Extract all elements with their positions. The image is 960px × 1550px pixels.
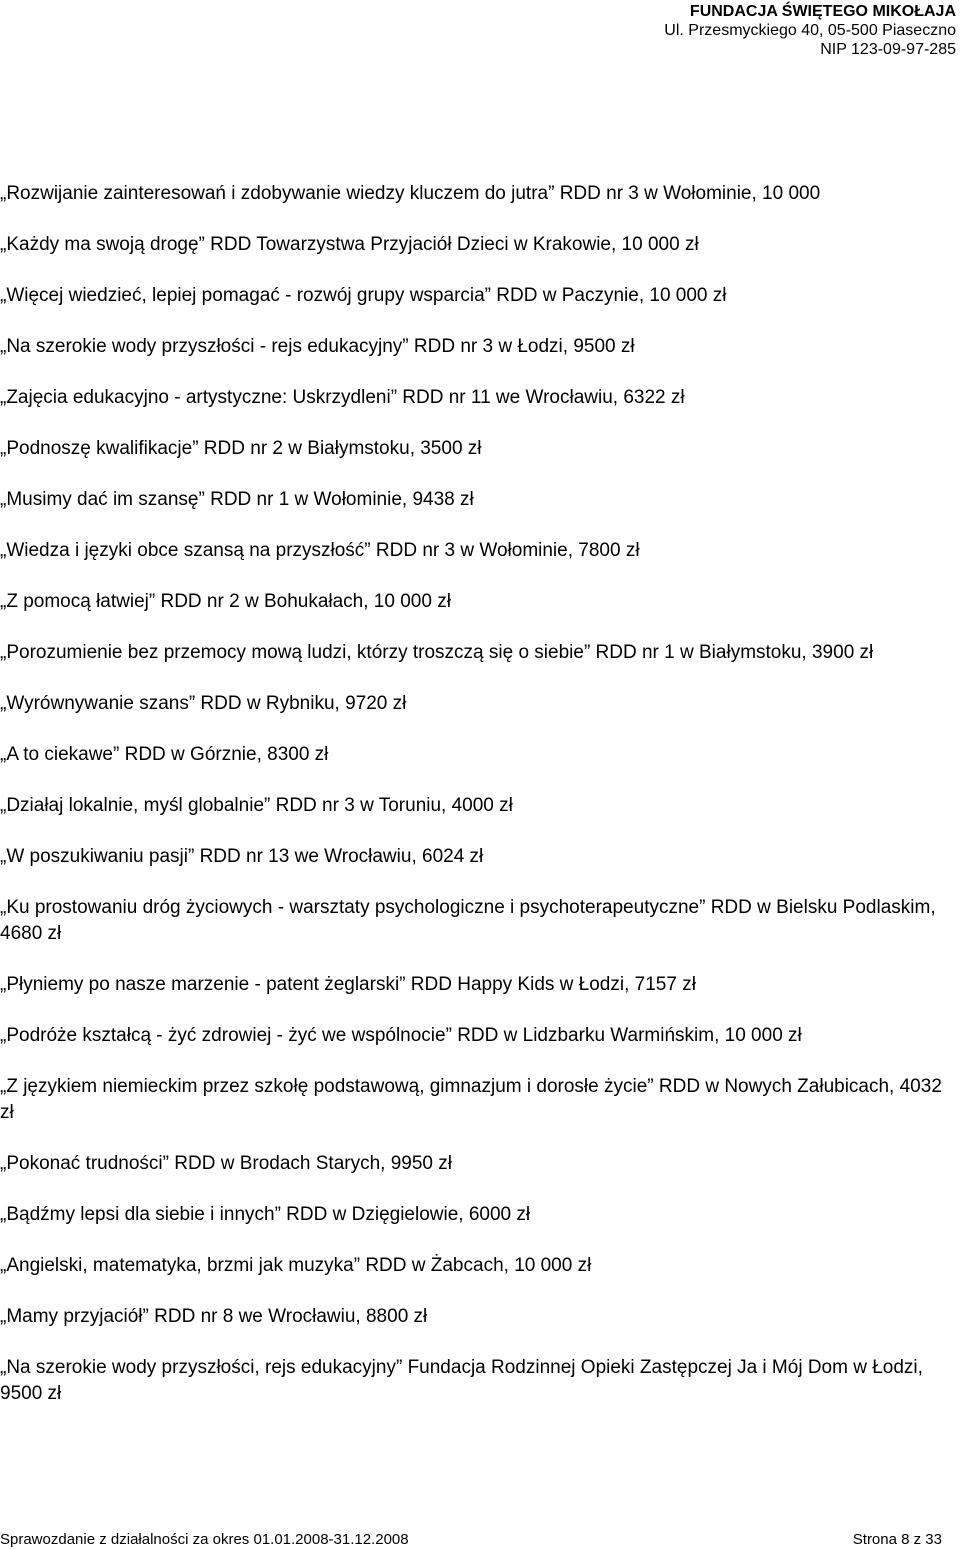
project-entry: „Mamy przyjaciół” RDD nr 8 we Wrocławiu, 8800 zł	[0, 1306, 428, 1327]
project-entry: „Porozumienie bez przemocy mową ludzi, którzy troszczą się o siebie” RDD nr 1 w Białymstoku, 3900 zł	[0, 642, 874, 663]
project-entry: „Wiedza i języki obce szansą na przyszłość” RDD nr 3 w Wołominie, 7800 zł	[0, 540, 640, 561]
project-entry: „Więcej wiedzieć, lepiej pomagać - rozwój grupy wsparcia” RDD w Paczynie, 10 000 zł	[0, 285, 727, 306]
report-title: Sprawozdanie z działalności za okres 01.01.2008-31.12.2008	[0, 1531, 409, 1548]
project-entry: „Z językiem niemieckim przez szkołę podstawową, gimnazjum i dorosłe życie” RDD w Nowych Załubicach, 4032 zł	[0, 1076, 942, 1123]
page-footer	[0, 1531, 960, 1549]
organization-address: Ul. Przesmyckiego 40, 05-500 Piaseczno	[664, 22, 956, 39]
project-entry: „Z pomocą łatwiej” RDD nr 2 w Bohukałach, 10 000 zł	[0, 591, 451, 612]
project-entry: „Podróże kształcą - żyć zdrowiej - żyć we wspólnocie” RDD w Lidzbarku Warmińskim, 10 000 zł	[0, 1025, 802, 1046]
project-entry: „Podnoszę kwalifikacje” RDD nr 2 w Białymstoku, 3500 zł	[0, 438, 482, 459]
project-entry: „A to ciekawe” RDD w Górznie, 8300 zł	[0, 744, 329, 765]
project-list	[0, 181, 960, 1432]
page-number: Strona 8 z 33	[852, 1531, 942, 1548]
project-entry: „Wyrównywanie szans” RDD w Rybniku, 9720 zł	[0, 693, 407, 714]
project-entry: „W poszukiwaniu pasji” RDD nr 13 we Wrocławiu, 6024 zł	[0, 846, 484, 867]
project-entry: „Płyniemy po nasze marzenie - patent żeglarski” RDD Happy Kids w Łodzi, 7157 zł	[0, 974, 696, 995]
project-entry: „Działaj lokalnie, myśl globalnie” RDD nr 3 w Toruniu, 4000 zł	[0, 795, 513, 816]
project-entry: „Angielski, matematyka, brzmi jak muzyka” RDD w Żabcach, 10 000 zł	[0, 1255, 592, 1276]
project-entry: „Zajęcia edukacyjno - artystyczne: Uskrzydleni” RDD nr 11 we Wrocławiu, 6322 zł	[0, 387, 685, 408]
project-entry: „Rozwijanie zainteresowań i zdobywanie wiedzy kluczem do jutra” RDD nr 3 w Wołominie, 10 000	[0, 183, 821, 204]
project-entry: „Pokonać trudności” RDD w Brodach Starych, 9950 zł	[0, 1153, 452, 1174]
project-entry: „Każdy ma swoją drogę” RDD Towarzystwa Przyjaciół Dzieci w Krakowie, 10 000 zł	[0, 234, 699, 255]
project-entry: „Na szerokie wody przyszłości - rejs edukacyjny” RDD nr 3 w Łodzi, 9500 zł	[0, 336, 635, 357]
project-entry: „Ku prostowaniu dróg życiowych - warsztaty psychologiczne i psychoterapeutyczne” RDD w Bielsku Podlaskim, 4680 zł	[0, 897, 936, 944]
letterhead	[664, 2, 956, 59]
organization-name: FUNDACJA ŚWIĘTEGO MIKOŁAJA	[689, 3, 956, 20]
project-entry: „Na szerokie wody przyszłości, rejs edukacyjny” Fundacja Rodzinnej Opieki Zastępczej Ja i Mój Dom w Łodzi, 9500 zł	[0, 1357, 923, 1404]
project-entry: „Bądźmy lepsi dla siebie i innych” RDD w Dzięgielowie, 6000 zł	[0, 1204, 531, 1225]
project-entry: „Musimy dać im szansę” RDD nr 1 w Wołominie, 9438 zł	[0, 489, 474, 510]
organization-nip: NIP 123-09-97-285	[820, 41, 956, 58]
